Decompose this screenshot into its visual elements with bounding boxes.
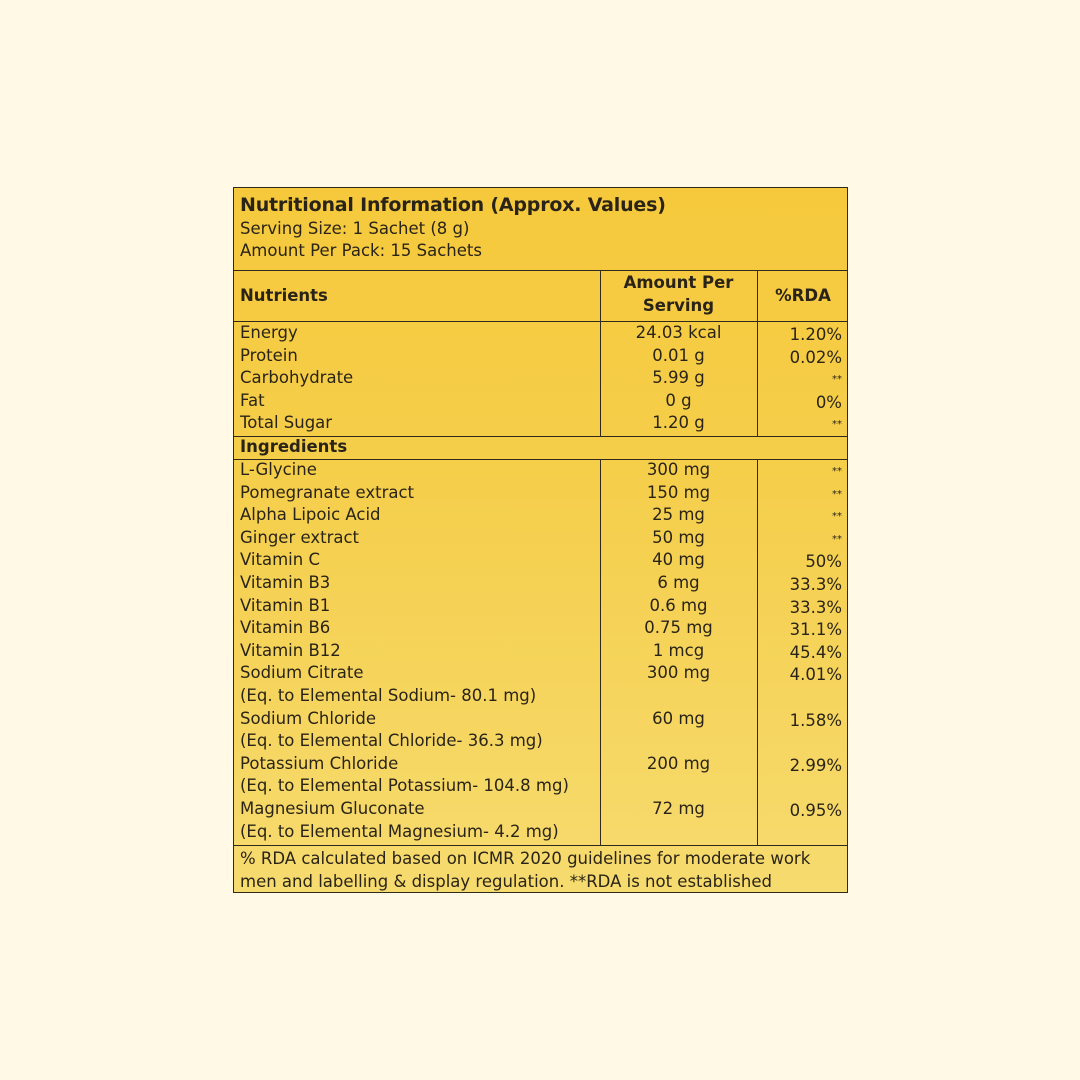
rda-value: 45.4%	[789, 642, 842, 662]
column-header-amount-line2: Serving	[642, 296, 715, 315]
ingredient-equivalent-note: (Eq. to Elemental Magnesium- 4.2 mg)	[240, 821, 559, 841]
rda-value: 50%	[805, 552, 842, 572]
rda-value: 33.3%	[789, 597, 842, 617]
serving-size: Serving Size: 1 Sachet (8 g)	[240, 219, 470, 238]
ingredient-name: Magnesium Gluconate	[240, 799, 425, 818]
column-header-amount	[601, 271, 756, 317]
ingredient-name: Potassium Chloride	[240, 753, 399, 773]
column-divider	[757, 270, 758, 436]
amount-value: 1 mcg	[652, 640, 705, 660]
amount-value: 60 mg	[652, 708, 705, 728]
ingredient-name: Sodium Chloride	[240, 708, 377, 728]
column-header-nutrients: Nutrients	[240, 286, 328, 305]
amount-value: 0 g	[665, 390, 692, 410]
amount-value: 0.01 g	[652, 345, 705, 365]
amount-value: 5.99 g	[652, 368, 705, 388]
ingredient-name: Vitamin B1	[240, 595, 331, 615]
nutrient-name: Protein	[240, 345, 298, 365]
rda-value: **	[832, 488, 842, 500]
ingredients-title: Ingredients	[240, 437, 348, 456]
ingredient-equivalent-note: (Eq. to Elemental Sodium- 80.1 mg)	[240, 686, 537, 705]
amount-value: 6 mg	[657, 573, 700, 592]
footnote: % RDA calculated based on ICMR 2020 guidelines for moderate work men and labelling & display regulation. **RDA is not established	[240, 849, 811, 891]
column-header-amount-line1: Amount Per	[623, 273, 734, 292]
rda-value: **	[832, 419, 842, 431]
ingredient-name: Alpha Lipoic Acid	[240, 505, 381, 525]
ingredient-name: L-Glycine	[240, 460, 317, 479]
amount-value: 50 mg	[652, 527, 705, 547]
ingredient-name: Pomegranate extract	[240, 482, 415, 502]
amount-value: 300 mg	[646, 460, 711, 479]
panel-header	[234, 188, 847, 270]
amount-value: 0.6 mg	[649, 595, 708, 615]
nutrient-name: Total Sugar	[240, 413, 333, 433]
amount-value: 25 mg	[652, 505, 705, 525]
rda-value: 33.3%	[789, 575, 842, 594]
rda-value: 0.02%	[789, 347, 842, 367]
rda-value: 31.1%	[789, 620, 842, 640]
nutrient-name: Energy	[240, 323, 298, 342]
ingredient-name: Sodium Citrate	[240, 663, 364, 683]
ingredient-name: Vitamin B3	[240, 573, 331, 592]
rda-value: 0%	[815, 392, 842, 412]
amount-value: 40 mg	[652, 550, 705, 570]
rda-value: **	[832, 511, 842, 523]
panel-title: Nutritional Information (Approx. Values)	[240, 194, 666, 216]
ingredient-name: Vitamin B12	[240, 640, 341, 660]
nutrition-panel	[233, 187, 848, 893]
column-header-rda: %RDA	[775, 286, 831, 305]
amount-value: 300 mg	[646, 663, 711, 683]
ingredient-name: Vitamin C	[240, 550, 320, 570]
rda-value: **	[832, 374, 842, 386]
rda-value: **	[832, 466, 842, 477]
rda-value: 1.58%	[789, 710, 842, 730]
divider	[234, 845, 847, 846]
ingredient-equivalent-note: (Eq. to Elemental Chloride- 36.3 mg)	[240, 731, 543, 751]
nutrient-name: Carbohydrate	[240, 368, 354, 388]
amount-value: 200 mg	[646, 753, 711, 773]
amount-value: 0.75 mg	[644, 618, 713, 638]
ingredient-equivalent-note: (Eq. to Elemental Potassium- 104.8 mg)	[240, 776, 569, 796]
ingredient-name: Vitamin B6	[240, 618, 331, 638]
rda-value: 4.01%	[789, 665, 842, 685]
amount-value: 24.03 kcal	[635, 323, 722, 342]
rda-value: 1.20%	[789, 325, 842, 344]
amount-value: 72 mg	[652, 799, 705, 818]
rda-value: 0.95%	[789, 801, 842, 820]
rda-value: 2.99%	[789, 755, 842, 775]
rda-value: **	[832, 533, 842, 545]
amount-value: 150 mg	[646, 482, 711, 502]
ingredient-name: Ginger extract	[240, 527, 360, 547]
column-divider	[757, 459, 758, 845]
amount-value: 1.20 g	[652, 413, 705, 433]
amount-per-pack: Amount Per Pack: 15 Sachets	[240, 241, 482, 260]
column-divider	[600, 270, 601, 436]
column-divider	[600, 459, 601, 845]
nutrient-name: Fat	[240, 390, 265, 410]
